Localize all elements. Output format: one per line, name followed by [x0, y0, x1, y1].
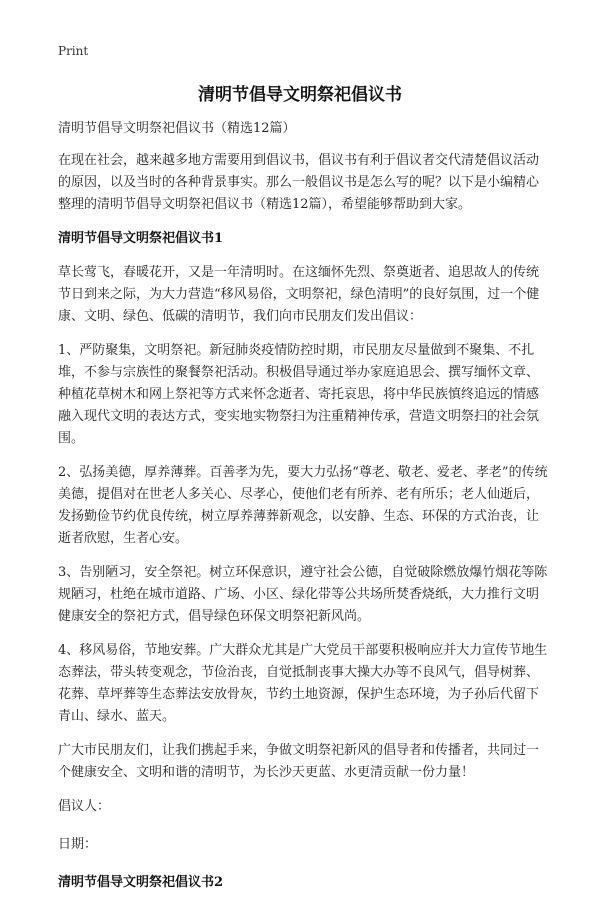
document-subtitle: 清明节倡导文明祭祀倡议书（精选12篇）: [58, 121, 296, 136]
section-heading-2: 清明节倡导文明祭祀倡议书2: [58, 875, 224, 890]
date-line: 日期：: [58, 837, 98, 852]
paragraph: 广大市民朋友们，让我们携起手来，争做文明祭祀新风的倡导者和传播者，共同过一个健康安全、文明和谐的清明节，为长沙天更蓝、水更清贡献一份力量！: [58, 743, 540, 780]
paragraph: 1、严防聚集，文明祭祀。新冠肺炎疫情防控时期，市民朋友尽量做到不聚集、不扎堆，不参与宗族性的聚餐祭祀活动。积极倡导通过举办家庭追思会、撰写缅怀文章、种植花草树木和网上祭祀等方式来怀念逝者、寄托哀思，将中华民族慎终追远的情感融入现代文明的表达方式，变实地实物祭扫为注重精神传承，营造文明祭扫的社会氛围。: [58, 343, 540, 446]
print-label[interactable]: Print: [58, 44, 89, 58]
document-title: 清明节倡导文明祭祀倡议书: [198, 85, 402, 105]
paragraph: 草长莺飞，春暖花开，又是一年清明时。在这缅怀先烈、祭奠逝者、追思故人的传统节日到来之际，为大力营造“移风易俗，文明祭祀，绿色清明”的良好氛围，过一个健康、文明、绿色、低碳的清明节，我们向市民朋友们发出倡议：: [58, 265, 540, 324]
section-heading-1: 清明节倡导文明祭祀倡议书1: [58, 231, 224, 246]
intro-paragraph: 在现在社会，越来越多地方需要用到倡议书，倡议书有利于倡议者交代清楚倡议活动的原因，以及当时的各种背景事实。那么一般倡议书是怎么写的呢？以下是小编精心整理的清明节倡导文明祭祀倡议书（精选12篇），希望能够帮助到大家。: [58, 153, 540, 212]
document-body: [58, 118, 548, 906]
paragraph: 3、告别陋习，安全祭祀。树立环保意识，遵守社会公德，自觉破除燃放爆竹烟花等陈规陋习，杜绝在城市道路、广场、小区、绿化带等公共场所焚香烧纸，大力推行文明健康安全的祭祀方式，倡导绿色环保文明祭祀新风尚。: [58, 565, 548, 624]
paragraph: 2、弘扬美德，厚养薄葬。百善孝为先，要大力弘扬“尊老、敬老、爱老、孝老”的传统美德，提倡对在世老人多关心、尽孝心，使他们老有所养、老有所乐；老人仙逝后，发扬勤俭节约优良传统，树立厚养薄葬新观念，以安静、生态、环保的方式治丧，让逝者欣慰，生者心安。: [58, 465, 548, 546]
proposer-line: 倡议人：: [58, 799, 111, 814]
paragraph: 4、移风易俗，节地安葬。广大群众尤其是广大党员干部要积极响应并大力宣传节地生态葬法，带头转变观念，节俭治丧，自觉抵制丧事大操大办等不良风气，倡导树葬、花葬、草坪葬等生态葬法安放骨灰，节约土地资源，保护生态环境，为子孙后代留下青山、绿水、蓝天。: [58, 643, 548, 724]
